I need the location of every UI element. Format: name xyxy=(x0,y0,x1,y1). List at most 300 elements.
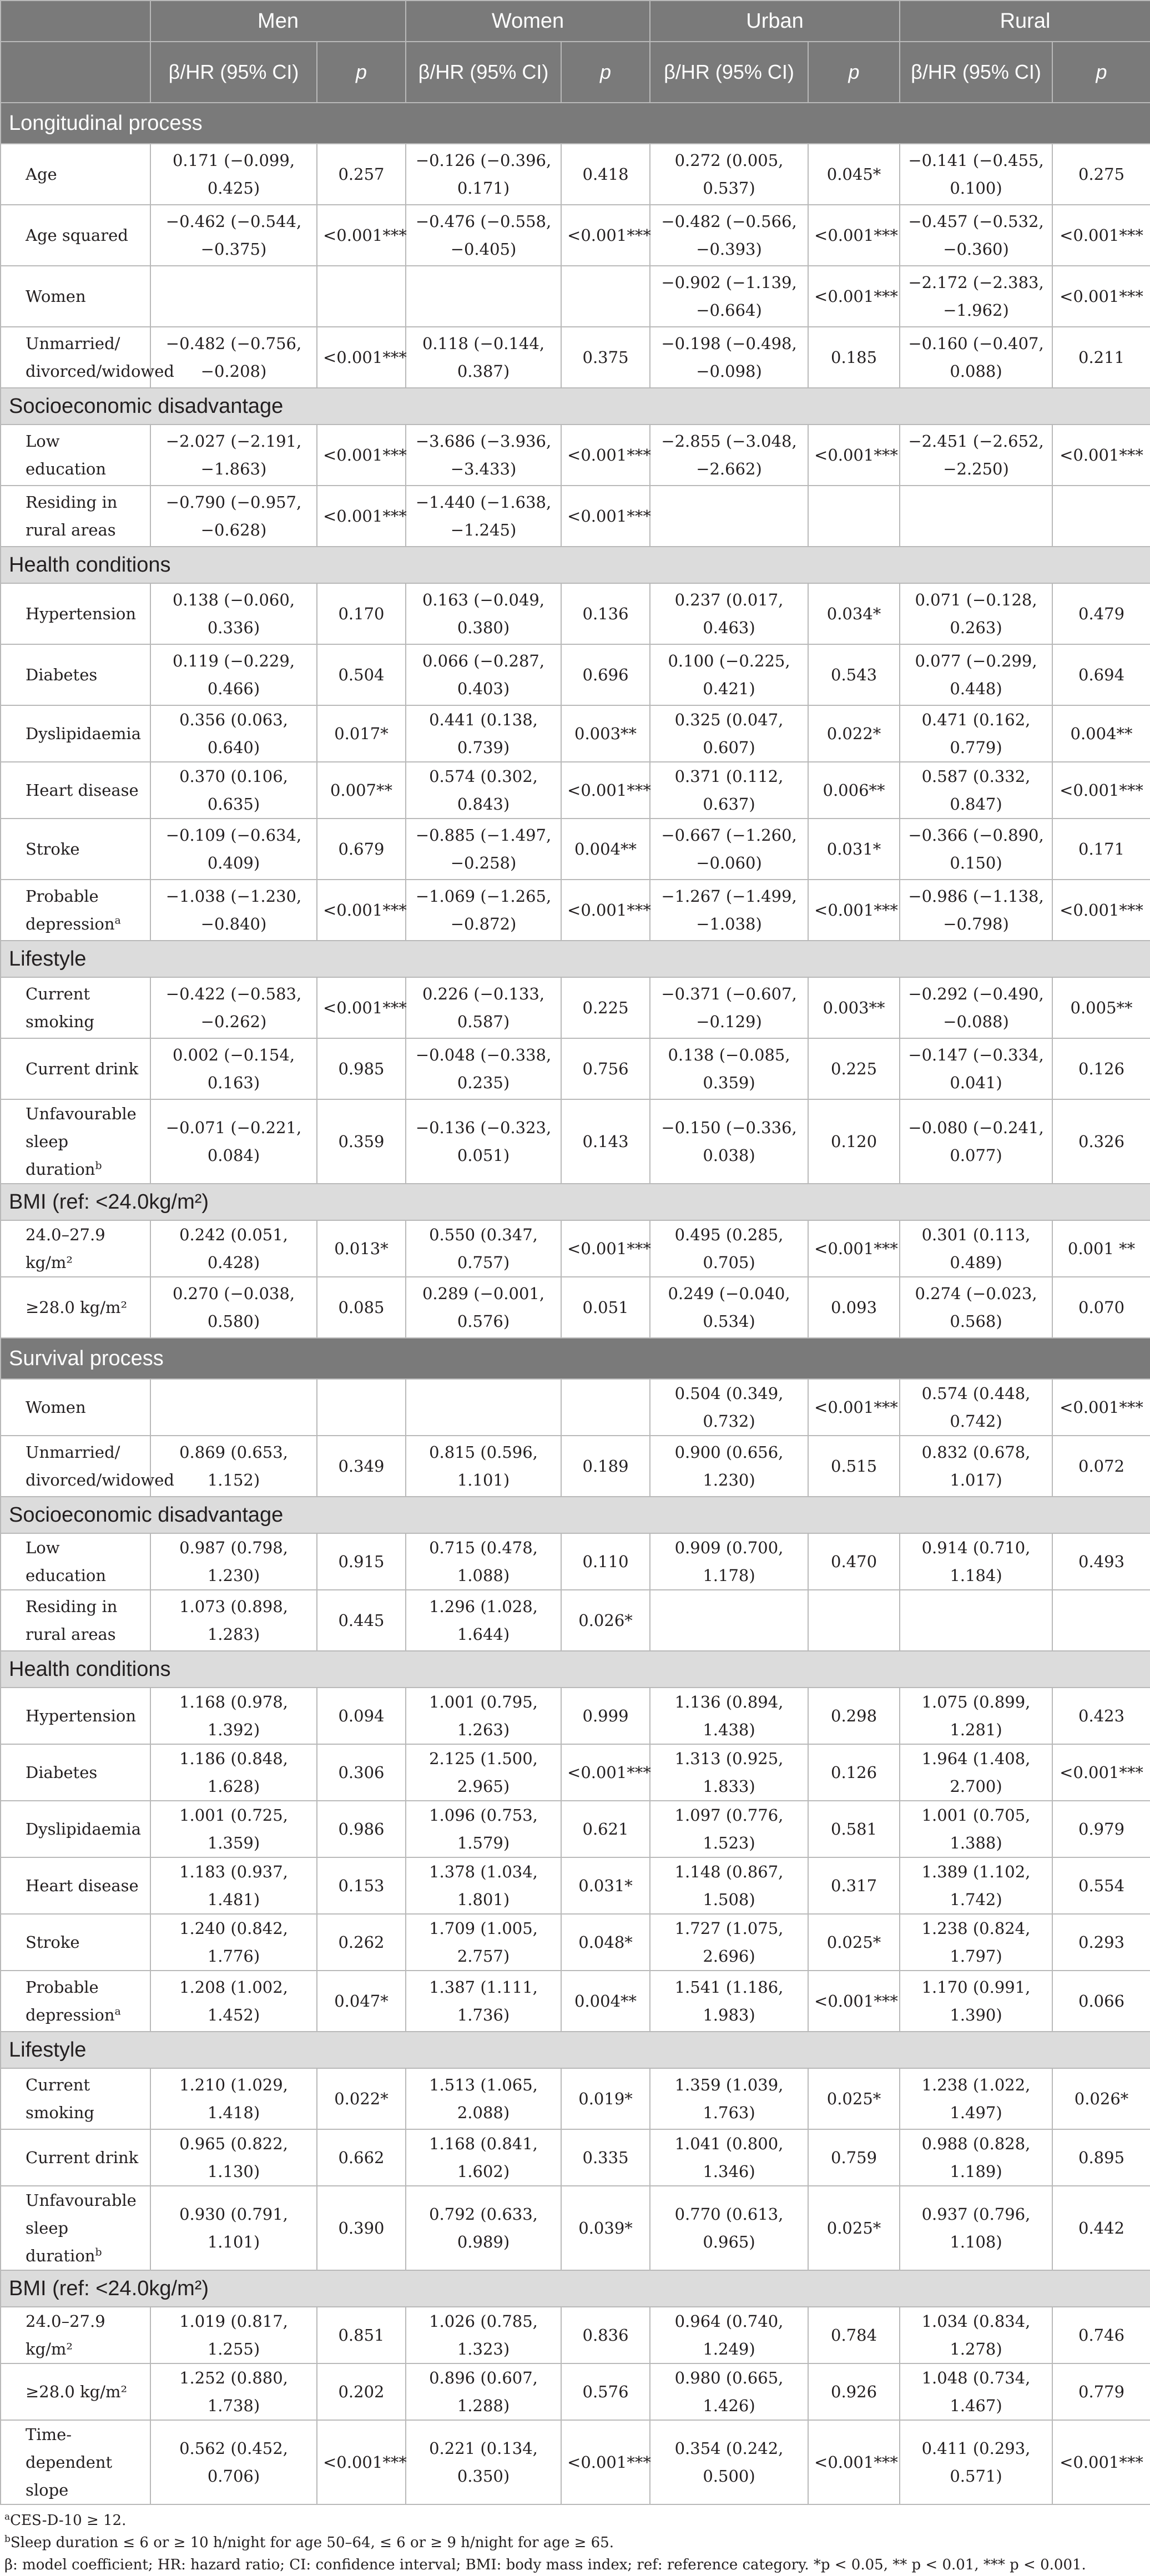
cell-rural-estimate xyxy=(900,486,1052,547)
cell-men-estimate: 0.270 (−0.038, 0.580) xyxy=(150,1277,317,1338)
cell-men-estimate: 0.171 (−0.099, 0.425) xyxy=(150,144,317,205)
cell-rural-p: 0.479 xyxy=(1052,583,1150,644)
cell-women-p: 0.576 xyxy=(561,2363,650,2420)
cell-men-estimate: 1.019 (0.817, 1.255) xyxy=(150,2307,317,2363)
cell-rural-estimate: −0.457 (−0.532, −0.360) xyxy=(900,205,1052,266)
col-group-rural: Rural xyxy=(900,1,1150,42)
table-row xyxy=(1,1590,1150,1651)
cell-rural-p: 0.326 xyxy=(1052,1099,1150,1184)
cell-men-estimate: 1.183 (0.937, 1.481) xyxy=(150,1857,317,1914)
cell-urban-estimate: −0.667 (−1.260, −0.060) xyxy=(650,819,808,880)
cell-women-p: 0.189 xyxy=(561,1436,650,1497)
section-title: BMI (ref: <24.0kg/m²) xyxy=(1,1184,1150,1220)
cell-rural-p: 0.026* xyxy=(1052,2068,1150,2129)
cell-urban-estimate xyxy=(650,486,808,547)
cell-rural-estimate: 1.389 (1.102, 1.742) xyxy=(900,1857,1052,1914)
row-label xyxy=(1,1379,150,1436)
cell-urban-estimate: 0.249 (−0.040, 0.534) xyxy=(650,1277,808,1338)
table-row xyxy=(1,1038,1150,1099)
cell-urban-p: <0.001*** xyxy=(808,2420,900,2504)
section-header-row xyxy=(1,941,1150,977)
cell-rural-p: 0.070 xyxy=(1052,1277,1150,1338)
table-row xyxy=(1,1971,1150,2032)
cell-rural-estimate: −0.160 (−0.407, 0.088) xyxy=(900,327,1052,388)
cell-women-p: 0.003** xyxy=(561,705,650,762)
cell-urban-estimate: 0.900 (0.656, 1.230) xyxy=(650,1436,808,1497)
row-label xyxy=(1,1099,150,1184)
cell-men-p: 0.985 xyxy=(317,1038,406,1099)
cell-urban-estimate: −1.267 (−1.499, −1.038) xyxy=(650,880,808,941)
row-label xyxy=(1,977,150,1038)
cell-rural-estimate: −0.141 (−0.455, 0.100) xyxy=(900,144,1052,205)
cell-men-estimate xyxy=(150,1379,317,1436)
cell-rural-p: 0.004** xyxy=(1052,705,1150,762)
cell-rural-estimate: 0.071 (−0.128, 0.263) xyxy=(900,583,1052,644)
cell-urban-p: 0.185 xyxy=(808,327,900,388)
row-label xyxy=(1,2420,150,2504)
cell-women-estimate: −3.686 (−3.936, −3.433) xyxy=(406,425,561,486)
cell-women-estimate: 1.096 (0.753, 1.579) xyxy=(406,1801,561,1857)
table-row xyxy=(1,1220,1150,1277)
cell-urban-estimate: 0.964 (0.740, 1.249) xyxy=(650,2307,808,2363)
table-row xyxy=(1,2068,1150,2129)
table-row xyxy=(1,144,1150,205)
cell-women-p: 0.039* xyxy=(561,2186,650,2270)
cell-urban-p: 0.225 xyxy=(808,1038,900,1099)
cell-urban-p: <0.001*** xyxy=(808,1220,900,1277)
cell-urban-p: 0.759 xyxy=(808,2129,900,2186)
cell-men-estimate: 0.987 (0.798, 1.230) xyxy=(150,1533,317,1590)
cell-rural-p: 0.493 xyxy=(1052,1533,1150,1590)
cell-rural-estimate: 0.301 (0.113, 0.489) xyxy=(900,1220,1052,1277)
cell-rural-estimate: −0.366 (−0.890, 0.150) xyxy=(900,819,1052,880)
cell-men-estimate: 0.002 (−0.154, 0.163) xyxy=(150,1038,317,1099)
cell-men-estimate: 1.252 (0.880, 1.738) xyxy=(150,2363,317,2420)
cell-rural-p: 0.895 xyxy=(1052,2129,1150,2186)
cell-men-estimate: −0.790 (−0.957, −0.628) xyxy=(150,486,317,547)
cell-rural-p: 0.072 xyxy=(1052,1436,1150,1497)
cell-men-p: 0.047* xyxy=(317,1971,406,2032)
section-header-row xyxy=(1,547,1150,583)
cell-men-p: 0.022* xyxy=(317,2068,406,2129)
row-label-text: Current smoking xyxy=(26,984,94,1031)
cell-women-p: 0.621 xyxy=(561,1801,650,1857)
cell-women-p: <0.001*** xyxy=(561,762,650,819)
cell-urban-p: 0.926 xyxy=(808,2363,900,2420)
table-row xyxy=(1,2186,1150,2270)
cell-urban-estimate: 0.138 (−0.085, 0.359) xyxy=(650,1038,808,1099)
cell-women-p: 0.026* xyxy=(561,1590,650,1651)
cell-rural-estimate: 1.238 (1.022, 1.497) xyxy=(900,2068,1052,2129)
row-label xyxy=(1,1590,150,1651)
row-label xyxy=(1,1533,150,1590)
cell-urban-p: 0.581 xyxy=(808,1801,900,1857)
cell-urban-estimate: 0.980 (0.665, 1.426) xyxy=(650,2363,808,2420)
cell-urban-p: 0.515 xyxy=(808,1436,900,1497)
cell-rural-estimate: 0.937 (0.796, 1.108) xyxy=(900,2186,1052,2270)
col-p-urban: p xyxy=(808,42,900,103)
cell-men-estimate: 1.210 (1.029, 1.418) xyxy=(150,2068,317,2129)
cell-urban-p: <0.001*** xyxy=(808,266,900,327)
cell-men-estimate: −0.462 (−0.544, −0.375) xyxy=(150,205,317,266)
row-label-text: Diabetes xyxy=(26,665,98,684)
section-header-row xyxy=(1,1651,1150,1688)
cell-women-p xyxy=(561,266,650,327)
row-label xyxy=(1,2068,150,2129)
col-group-men: Men xyxy=(150,1,406,42)
cell-women-estimate: 1.378 (1.034, 1.801) xyxy=(406,1857,561,1914)
cell-rural-p: <0.001*** xyxy=(1052,2420,1150,2504)
cell-women-estimate: 0.226 (−0.133, 0.587) xyxy=(406,977,561,1038)
cell-men-p: 0.390 xyxy=(317,2186,406,2270)
row-label-text: Current drink xyxy=(26,1059,139,1078)
table-row xyxy=(1,1379,1150,1436)
row-label-text: Time-dependent slope xyxy=(26,2425,113,2499)
cell-men-p: <0.001*** xyxy=(317,327,406,388)
cell-women-p: <0.001*** xyxy=(561,2420,650,2504)
cell-rural-estimate: 0.411 (0.293, 0.571) xyxy=(900,2420,1052,2504)
cell-men-p: <0.001*** xyxy=(317,425,406,486)
cell-urban-p: 0.784 xyxy=(808,2307,900,2363)
cell-urban-estimate: −2.855 (−3.048, −2.662) xyxy=(650,425,808,486)
cell-women-p: 0.836 xyxy=(561,2307,650,2363)
table-row xyxy=(1,2307,1150,2363)
table-row xyxy=(1,1099,1150,1184)
cell-women-p: <0.001*** xyxy=(561,486,650,547)
cell-rural-p: <0.001*** xyxy=(1052,205,1150,266)
cell-urban-p: 0.543 xyxy=(808,644,900,705)
row-label-text: Age xyxy=(26,165,57,184)
cell-women-estimate: 1.513 (1.065, 2.088) xyxy=(406,2068,561,2129)
row-label-text: Dyslipidaemia xyxy=(26,1820,141,1838)
cell-rural-estimate: 0.274 (−0.023, 0.568) xyxy=(900,1277,1052,1338)
table-row xyxy=(1,205,1150,266)
cell-men-p: 0.662 xyxy=(317,2129,406,2186)
section-title: Socioeconomic disadvantage xyxy=(1,388,1150,425)
cell-women-p xyxy=(561,1379,650,1436)
cell-urban-p: 0.126 xyxy=(808,1744,900,1801)
row-label-text: Women xyxy=(26,1398,86,1417)
row-label-text: Current smoking xyxy=(26,2075,94,2122)
cell-women-p: 0.004** xyxy=(561,1971,650,2032)
cell-rural-p: <0.001*** xyxy=(1052,880,1150,941)
table-row xyxy=(1,1688,1150,1744)
cell-men-estimate: 0.356 (0.063, 0.640) xyxy=(150,705,317,762)
cell-women-p: <0.001*** xyxy=(561,880,650,941)
cell-men-p: 0.262 xyxy=(317,1914,406,1971)
section-header-row xyxy=(1,1497,1150,1533)
cell-men-p: 0.915 xyxy=(317,1533,406,1590)
process-title: Survival process xyxy=(1,1338,1150,1379)
cell-women-p: <0.001*** xyxy=(561,425,650,486)
cell-men-estimate: −0.422 (−0.583, −0.262) xyxy=(150,977,317,1038)
row-label xyxy=(1,2129,150,2186)
section-header-row xyxy=(1,1184,1150,1220)
cell-urban-p: 0.031* xyxy=(808,819,900,880)
cell-women-estimate: 0.815 (0.596, 1.101) xyxy=(406,1436,561,1497)
cell-men-p: 0.851 xyxy=(317,2307,406,2363)
row-label xyxy=(1,266,150,327)
table-row xyxy=(1,583,1150,644)
table-row xyxy=(1,705,1150,762)
cell-men-p: <0.001*** xyxy=(317,205,406,266)
cell-women-estimate: 0.441 (0.138, 0.739) xyxy=(406,705,561,762)
cell-women-p: 0.375 xyxy=(561,327,650,388)
cell-urban-estimate: 1.097 (0.776, 1.523) xyxy=(650,1801,808,1857)
row-label-text: Age squared xyxy=(26,226,128,245)
row-label xyxy=(1,819,150,880)
cell-women-p: 0.225 xyxy=(561,977,650,1038)
cell-men-p: <0.001*** xyxy=(317,977,406,1038)
table-row xyxy=(1,1914,1150,1971)
cell-rural-estimate: −0.986 (−1.138, −0.798) xyxy=(900,880,1052,941)
row-label-text: Unmarried/ divorced/widowed xyxy=(26,334,174,381)
row-label xyxy=(1,880,150,941)
cell-urban-estimate: 0.371 (0.112, 0.637) xyxy=(650,762,808,819)
cell-urban-estimate: 0.909 (0.700, 1.178) xyxy=(650,1533,808,1590)
cell-rural-estimate: −0.147 (−0.334, 0.041) xyxy=(900,1038,1052,1099)
table-row xyxy=(1,266,1150,327)
table-row xyxy=(1,819,1150,880)
cell-women-estimate: 0.221 (0.134, 0.350) xyxy=(406,2420,561,2504)
cell-urban-p: <0.001*** xyxy=(808,1379,900,1436)
cell-women-estimate: 1.387 (1.111, 1.736) xyxy=(406,1971,561,2032)
corner-cell xyxy=(1,1,150,42)
cell-rural-estimate: 0.574 (0.448, 0.742) xyxy=(900,1379,1052,1436)
cell-urban-p: 0.120 xyxy=(808,1099,900,1184)
cell-men-estimate: 0.869 (0.653, 1.152) xyxy=(150,1436,317,1497)
cell-urban-p: 0.034* xyxy=(808,583,900,644)
cell-urban-estimate: 0.272 (0.005, 0.537) xyxy=(650,144,808,205)
cell-urban-estimate xyxy=(650,1590,808,1651)
cell-women-estimate: 0.163 (−0.049, 0.380) xyxy=(406,583,561,644)
process-title: Longitudinal process xyxy=(1,103,1150,144)
row-label-text: Unfavourable sleep duration xyxy=(26,2191,137,2265)
cell-men-p: <0.001*** xyxy=(317,880,406,941)
row-label-text: 24.0–27.9 kg/m² xyxy=(26,1225,105,1272)
cell-men-p: 0.202 xyxy=(317,2363,406,2420)
cell-men-p: 0.504 xyxy=(317,644,406,705)
cell-men-estimate: 1.168 (0.978, 1.392) xyxy=(150,1688,317,1744)
cell-rural-estimate: 0.587 (0.332, 0.847) xyxy=(900,762,1052,819)
cell-rural-p: 0.694 xyxy=(1052,644,1150,705)
cell-women-estimate: 1.296 (1.028, 1.644) xyxy=(406,1590,561,1651)
cell-women-p: 0.999 xyxy=(561,1688,650,1744)
table-row xyxy=(1,2420,1150,2504)
cell-urban-estimate: 1.359 (1.039, 1.763) xyxy=(650,2068,808,2129)
cell-urban-estimate: 1.041 (0.800, 1.346) xyxy=(650,2129,808,2186)
cell-women-estimate: 1.709 (1.005, 2.757) xyxy=(406,1914,561,1971)
cell-men-p: 0.306 xyxy=(317,1744,406,1801)
cell-men-p: 0.013* xyxy=(317,1220,406,1277)
cell-urban-p: 0.093 xyxy=(808,1277,900,1338)
row-label xyxy=(1,2186,150,2270)
cell-rural-estimate: 0.914 (0.710, 1.184) xyxy=(900,1533,1052,1590)
row-label xyxy=(1,1914,150,1971)
cell-rural-p: 0.293 xyxy=(1052,1914,1150,1971)
cell-men-p: <0.001*** xyxy=(317,486,406,547)
cell-men-estimate: 1.186 (0.848, 1.628) xyxy=(150,1744,317,1801)
row-label xyxy=(1,705,150,762)
cell-women-p: 0.136 xyxy=(561,583,650,644)
cell-urban-p: 0.022* xyxy=(808,705,900,762)
cell-men-estimate: 0.138 (−0.060, 0.336) xyxy=(150,583,317,644)
cell-women-estimate: 0.066 (−0.287, 0.403) xyxy=(406,644,561,705)
col-estimate-men: β/HR (95% CI) xyxy=(150,42,317,103)
table-row xyxy=(1,486,1150,547)
sub-header-row xyxy=(1,42,1150,103)
row-label-text: Unfavourable sleep duration xyxy=(26,1104,137,1179)
cell-urban-p: 0.045* xyxy=(808,144,900,205)
footnotes xyxy=(0,2509,1150,2576)
cell-men-p: <0.001*** xyxy=(317,2420,406,2504)
cell-urban-p: 0.006** xyxy=(808,762,900,819)
table-row xyxy=(1,1533,1150,1590)
cell-women-p: 0.418 xyxy=(561,144,650,205)
row-label-text: Residing in rural areas xyxy=(26,1597,118,1644)
row-label xyxy=(1,762,150,819)
table-row xyxy=(1,880,1150,941)
cell-women-p: <0.001*** xyxy=(561,1744,650,1801)
table-row xyxy=(1,2129,1150,2186)
row-label xyxy=(1,425,150,486)
section-title: Lifestyle xyxy=(1,2032,1150,2068)
cell-rural-p xyxy=(1052,1590,1150,1651)
col-p-men: p xyxy=(317,42,406,103)
section-title: BMI (ref: <24.0kg/m²) xyxy=(1,2270,1150,2307)
cell-rural-estimate: −2.451 (−2.652, −2.250) xyxy=(900,425,1052,486)
cell-men-estimate: −0.071 (−0.221, 0.084) xyxy=(150,1099,317,1184)
cell-urban-p: 0.025* xyxy=(808,2186,900,2270)
cell-men-p xyxy=(317,1379,406,1436)
cell-women-p: <0.001*** xyxy=(561,205,650,266)
row-label-text: Probable depression xyxy=(26,887,115,933)
cell-women-estimate: −0.476 (−0.558, −0.405) xyxy=(406,205,561,266)
cell-men-p: 0.170 xyxy=(317,583,406,644)
row-label xyxy=(1,583,150,644)
row-label-text: Heart disease xyxy=(26,1876,139,1895)
cell-rural-estimate: −0.292 (−0.490, −0.088) xyxy=(900,977,1052,1038)
section-title: Health conditions xyxy=(1,547,1150,583)
cell-women-estimate xyxy=(406,1379,561,1436)
cell-urban-p xyxy=(808,486,900,547)
cell-rural-estimate: −2.172 (−2.383, −1.962) xyxy=(900,266,1052,327)
row-label xyxy=(1,1220,150,1277)
footnote-marker: b xyxy=(95,1160,102,1172)
cell-urban-p xyxy=(808,1590,900,1651)
cell-men-estimate: 1.001 (0.725, 1.359) xyxy=(150,1801,317,1857)
table-row xyxy=(1,644,1150,705)
cell-rural-p: 0.211 xyxy=(1052,327,1150,388)
cell-rural-p: 0.423 xyxy=(1052,1688,1150,1744)
cell-men-estimate: 1.240 (0.842, 1.776) xyxy=(150,1914,317,1971)
cell-urban-p: <0.001*** xyxy=(808,880,900,941)
row-label xyxy=(1,486,150,547)
cell-men-p: 0.017* xyxy=(317,705,406,762)
process-header-row xyxy=(1,103,1150,144)
cell-women-estimate: 0.792 (0.633, 0.989) xyxy=(406,2186,561,2270)
row-label xyxy=(1,2307,150,2363)
cell-rural-estimate: 0.988 (0.828, 1.189) xyxy=(900,2129,1052,2186)
cell-urban-p: 0.470 xyxy=(808,1533,900,1590)
cell-rural-p: 0.779 xyxy=(1052,2363,1150,2420)
cell-urban-p: 0.025* xyxy=(808,1914,900,1971)
row-label xyxy=(1,644,150,705)
cell-men-estimate: 0.119 (−0.229, 0.466) xyxy=(150,644,317,705)
section-header-row xyxy=(1,2032,1150,2068)
cell-women-p: 0.051 xyxy=(561,1277,650,1338)
cell-men-estimate: −0.482 (−0.756, −0.208) xyxy=(150,327,317,388)
cell-rural-p: 0.275 xyxy=(1052,144,1150,205)
cell-rural-estimate xyxy=(900,1590,1052,1651)
cell-men-estimate: 0.562 (0.452, 0.706) xyxy=(150,2420,317,2504)
cell-urban-estimate: 1.136 (0.894, 1.438) xyxy=(650,1688,808,1744)
table-row xyxy=(1,1277,1150,1338)
section-title: Socioeconomic disadvantage xyxy=(1,1497,1150,1533)
group-header-row xyxy=(1,1,1150,42)
cell-men-estimate: 0.370 (0.106, 0.635) xyxy=(150,762,317,819)
cell-women-estimate: −0.885 (−1.497, −0.258) xyxy=(406,819,561,880)
row-label xyxy=(1,1744,150,1801)
row-label-text: Dyslipidaemia xyxy=(26,724,141,743)
row-label-text: Hypertension xyxy=(26,1706,137,1725)
row-label xyxy=(1,1801,150,1857)
row-label-text: Low education xyxy=(26,432,106,478)
cell-women-estimate: 1.168 (0.841, 1.602) xyxy=(406,2129,561,2186)
cell-urban-estimate: 0.325 (0.047, 0.607) xyxy=(650,705,808,762)
row-label xyxy=(1,327,174,388)
section-title: Lifestyle xyxy=(1,941,1150,977)
cell-women-p: <0.001*** xyxy=(561,1220,650,1277)
row-label-text: ≥28.0 kg/m² xyxy=(26,1298,128,1317)
cell-urban-estimate: 1.727 (1.075, 2.696) xyxy=(650,1914,808,1971)
row-label-text: Heart disease xyxy=(26,781,139,800)
row-label-text: Low education xyxy=(26,1538,106,1585)
process-header-row xyxy=(1,1338,1150,1379)
table-row xyxy=(1,977,1150,1038)
row-label xyxy=(1,1971,150,2032)
cell-men-estimate: −0.109 (−0.634, 0.409) xyxy=(150,819,317,880)
cell-men-estimate: 1.208 (1.002, 1.452) xyxy=(150,1971,317,2032)
row-label xyxy=(1,1436,174,1497)
cell-women-estimate: 0.574 (0.302, 0.843) xyxy=(406,762,561,819)
row-label-text: Probable depression xyxy=(26,1978,115,2024)
cell-women-estimate: −0.126 (−0.396, 0.171) xyxy=(406,144,561,205)
cell-women-estimate: 2.125 (1.500, 2.965) xyxy=(406,1744,561,1801)
cell-urban-estimate: 0.495 (0.285, 0.705) xyxy=(650,1220,808,1277)
cell-men-p: 0.986 xyxy=(317,1801,406,1857)
cell-urban-estimate: −0.902 (−1.139, −0.664) xyxy=(650,266,808,327)
cell-urban-estimate: 1.148 (0.867, 1.508) xyxy=(650,1857,808,1914)
cell-urban-estimate: −0.150 (−0.336, 0.038) xyxy=(650,1099,808,1184)
cell-rural-estimate: 1.034 (0.834, 1.278) xyxy=(900,2307,1052,2363)
col-estimate-urban: β/HR (95% CI) xyxy=(650,42,808,103)
cell-rural-estimate: 1.075 (0.899, 1.281) xyxy=(900,1688,1052,1744)
cell-men-p: 0.349 xyxy=(317,1436,406,1497)
footnote-b: $^b$Sleep duration ≤ 6 or ≥ 10 h/night for age 50–64, ≤ 6 or ≥ 9 h/night for age ≥ 65. xyxy=(4,2533,614,2551)
row-label-text: ≥28.0 kg/m² xyxy=(26,2382,128,2401)
cell-men-estimate: −2.027 (−2.191, −1.863) xyxy=(150,425,317,486)
footnote-abbreviations: β: model coefficient; HR: hazard ratio; CI: confidence interval; BMI: body mass index; ref: reference category. *p < 0.05, ** p < 0.01, *** p < 0.001. xyxy=(4,2557,1086,2573)
cell-rural-p: <0.001*** xyxy=(1052,425,1150,486)
cell-women-estimate: 0.550 (0.347, 0.757) xyxy=(406,1220,561,1277)
row-label xyxy=(1,1688,150,1744)
cell-urban-p: <0.001*** xyxy=(808,205,900,266)
col-group-women: Women xyxy=(406,1,650,42)
row-label-text: 24.0–27.9 kg/m² xyxy=(26,2312,105,2358)
cell-men-p: 0.007** xyxy=(317,762,406,819)
col-group-urban: Urban xyxy=(650,1,900,42)
